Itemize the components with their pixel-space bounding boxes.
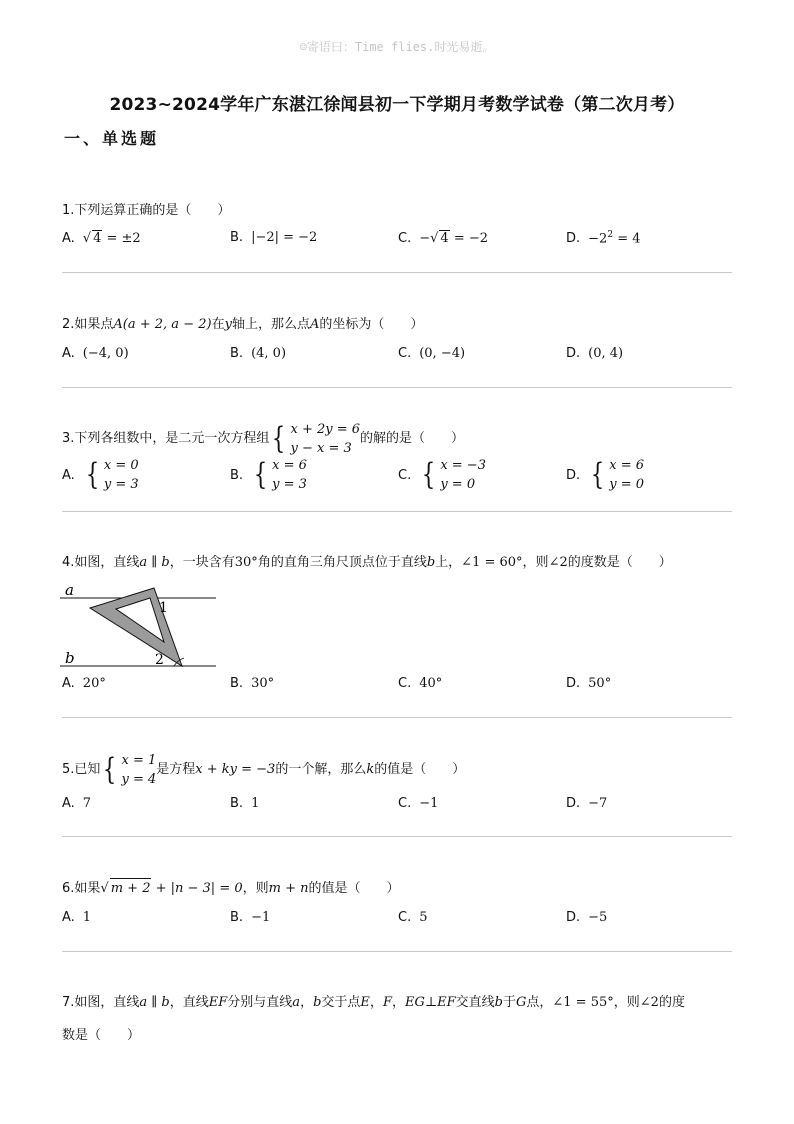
option-a[interactable] <box>62 796 91 811</box>
option-label: A. <box>62 467 75 483</box>
divider <box>62 951 732 952</box>
divider <box>62 272 732 273</box>
math-expression: −1 <box>419 796 439 811</box>
option-d[interactable] <box>566 456 644 494</box>
triangle-ruler-figure <box>60 582 220 672</box>
option-a[interactable] <box>62 676 106 691</box>
option-label: B. <box>230 796 244 811</box>
option-label: A. <box>62 910 75 925</box>
option-label: B. <box>230 910 244 925</box>
option-d[interactable] <box>566 676 611 691</box>
divider <box>62 511 732 512</box>
question-5-stem: 5.已知 { x = 1 y = 4 是方程 x + ky = −3 的一个解，那么 k 的值是（ ） <box>62 752 466 787</box>
option-label: D. <box>566 910 581 925</box>
page-title: 2023~2024学年广东湛江徐闻县初一下学期月考数学试卷（第二次月考） <box>109 95 685 115</box>
question-1-stem: 1.下列运算正确的是（ ） <box>62 203 231 218</box>
option-label: B. <box>230 467 244 483</box>
option-c[interactable] <box>398 910 428 925</box>
question-6-stem: 6.如果√ m + 2 + |n − 3| = 0，则m + n的值是（ ） <box>62 878 400 899</box>
question-7-stem-continued: 数是（ ） <box>62 1028 141 1043</box>
option-label: B. <box>230 230 244 245</box>
triangle-ruler <box>90 588 182 666</box>
math-expression: 1 <box>251 796 260 811</box>
math-expression: 7 <box>82 796 92 811</box>
equation-system: { x = 6 y = 3 <box>253 457 307 492</box>
option-c[interactable] <box>398 796 438 811</box>
divider <box>62 387 732 388</box>
math-expression: −√ 4 = −2 <box>419 231 489 246</box>
math-expression: 40° <box>419 676 443 691</box>
divider <box>62 717 732 718</box>
option-b[interactable] <box>230 910 270 925</box>
option-label: C. <box>398 230 412 246</box>
option-label: C. <box>398 676 412 691</box>
option-label: A. <box>62 230 75 246</box>
option-label: D. <box>566 676 581 691</box>
math-expression: 30° <box>251 676 275 691</box>
option-d[interactable] <box>566 230 641 246</box>
option-label: A. <box>62 346 75 361</box>
line-a-label: a <box>65 582 74 599</box>
option-b[interactable] <box>230 796 259 811</box>
option-c[interactable] <box>398 230 488 246</box>
option-b[interactable] <box>230 230 317 245</box>
question-3-options <box>62 456 742 500</box>
option-a[interactable] <box>62 456 139 494</box>
divider <box>62 836 732 837</box>
option-a[interactable] <box>62 230 141 246</box>
option-a[interactable] <box>62 346 129 361</box>
math-expression: (−4, 0) <box>82 346 129 361</box>
math-expression: 20° <box>82 676 106 691</box>
line-b-label: b <box>65 649 75 667</box>
math-expression: |−2| = −2 <box>251 230 318 245</box>
option-label: A. <box>62 676 75 691</box>
math-expression: 50° <box>588 676 612 691</box>
option-c[interactable] <box>398 456 486 494</box>
equation-system: { x + 2y = 6 y − x = 3 <box>272 421 361 456</box>
math-expression: 1 <box>82 910 92 925</box>
option-label: D. <box>566 346 581 361</box>
option-label: D. <box>566 467 581 483</box>
option-b[interactable] <box>230 676 274 691</box>
question-6-options <box>62 910 742 934</box>
equation-system: { x = 0 y = 3 <box>85 457 139 492</box>
option-label: C. <box>398 346 412 361</box>
option-a[interactable] <box>62 910 91 925</box>
equation-system: { x = 1 y = 4 <box>103 752 157 787</box>
math-expression: −7 <box>588 796 608 811</box>
math-expression: √ 4 = ±2 <box>82 231 141 246</box>
math-expression: −1 <box>251 910 271 925</box>
equation-system: { x = 6 y = 0 <box>591 457 645 492</box>
question-3-stem: 3.下列各组数中，是二元一次方程组 { x + 2y = 6 y − x = 3 的解的是（ ） <box>62 421 465 456</box>
option-d[interactable] <box>566 796 607 811</box>
option-label: D. <box>566 796 581 811</box>
option-label: B. <box>230 346 244 361</box>
option-label: C. <box>398 910 412 925</box>
watermark: ☺寄语曰：Time flies.时光易逝。 <box>299 40 495 54</box>
option-label: C. <box>398 467 412 483</box>
math-expression: (4, 0) <box>251 346 287 361</box>
math-expression: (0, 4) <box>588 346 624 361</box>
question-5-options <box>62 796 742 820</box>
option-label: D. <box>566 230 581 246</box>
option-c[interactable] <box>398 346 465 361</box>
math-expression: −5 <box>588 910 608 925</box>
question-4-options <box>62 676 742 700</box>
option-d[interactable] <box>566 346 623 361</box>
option-label: A. <box>62 796 75 811</box>
option-label: C. <box>398 796 412 811</box>
option-label: B. <box>230 676 244 691</box>
option-b[interactable] <box>230 346 286 361</box>
option-b[interactable] <box>230 456 307 494</box>
question-2-options <box>62 346 742 370</box>
section-heading: 一、单选题 <box>64 129 160 148</box>
angle-1-label: 1 <box>159 600 168 616</box>
math-expression: (0, −4) <box>419 346 466 361</box>
angle-2-label: 2 <box>155 652 164 668</box>
option-d[interactable] <box>566 910 607 925</box>
question-7-stem: 7.如图，直线a ∥ b，直线EF分别与直线a，b交于点E，F，EG⊥EF交直线b于G点，∠1 = 55°，则∠2的度 <box>62 995 685 1010</box>
question-1-options <box>62 230 742 254</box>
option-c[interactable] <box>398 676 442 691</box>
question-2-stem: 2.如果点A(a + 2, a − 2)在y轴上，那么点A的坐标为（ ） <box>62 317 424 332</box>
question-4-stem: 4.如图，直线a ∥ b，一块含有30°角的直角三角尺顶点位于直线b上，∠1 = 60°，则∠2的度数是（ ） <box>62 555 672 570</box>
equation-system: { x = −3 y = 0 <box>422 457 486 492</box>
math-expression: 5 <box>419 910 428 925</box>
math-expression: $-2^2 = 4$ <box>588 230 641 247</box>
